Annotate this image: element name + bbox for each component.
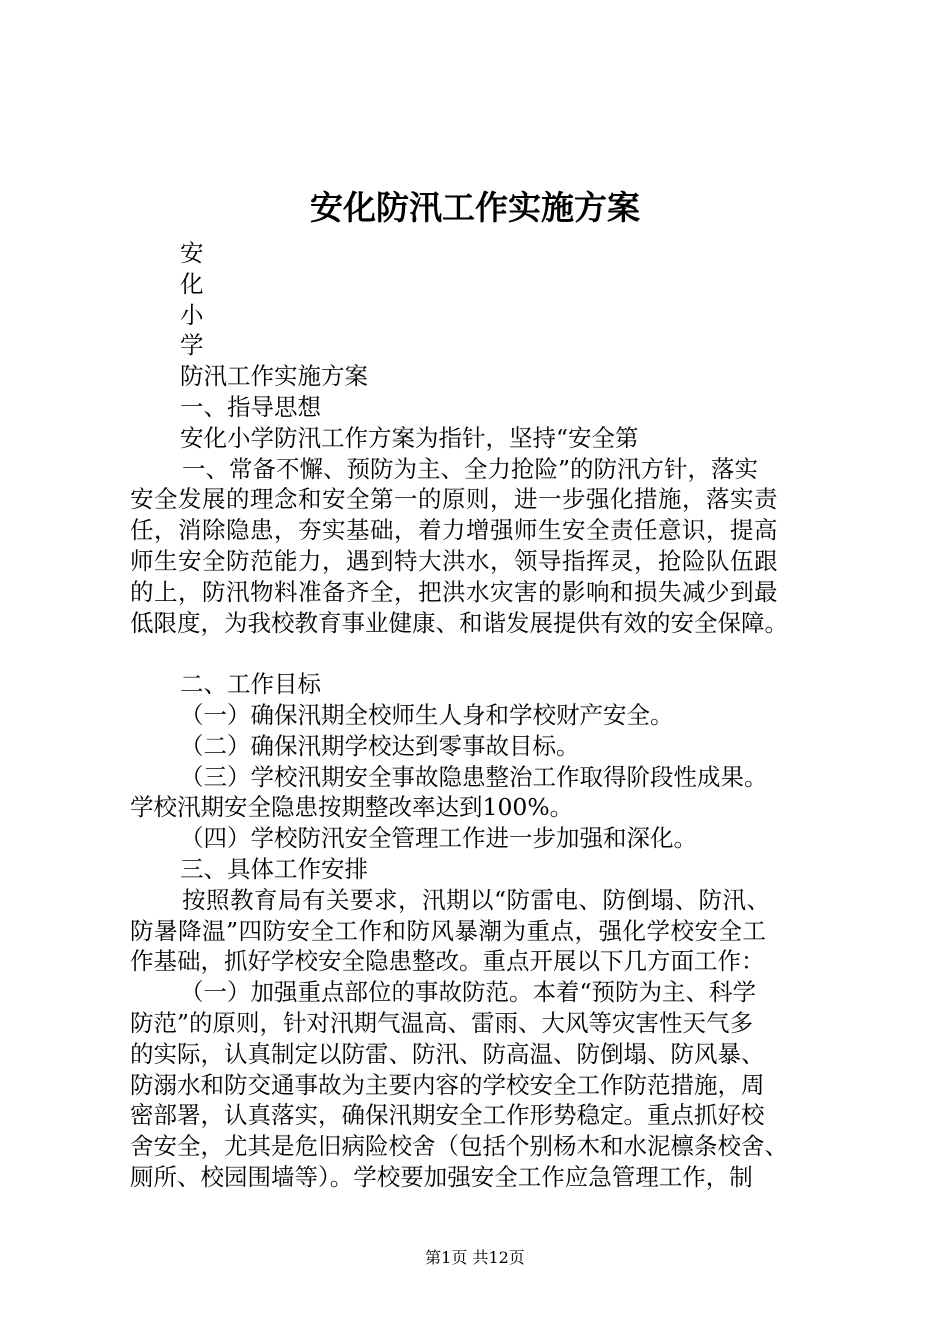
- text-line: 任，消除隐患，夯实基础，着力增强师生安全责任意识，提高: [130, 516, 778, 545]
- paragraph-gap: [130, 638, 844, 669]
- text-line: 的上，防汛物料准备齐全，把洪水灾害的影响和损失减少到最: [130, 577, 778, 606]
- section-heading: 一、指导思想: [180, 392, 321, 421]
- section-heading: 二、工作目标: [180, 670, 321, 699]
- text-line: 舍安全，尤其是危旧病险校舍（包括个别杨木和水泥檩条校舍、: [130, 1132, 788, 1161]
- text-line: 学校汛期安全隐患按期整改率达到100%。: [130, 793, 574, 822]
- text-line: 防溺水和防交通事故为主要内容的学校安全工作防范措施，周: [130, 1070, 765, 1099]
- text-line: 低限度，为我校教育事业健康、和谐发展提供有效的安全保障。: [130, 608, 788, 637]
- text-line: 安: [180, 239, 204, 267]
- text-line: 师生安全防范能力，遇到特大洪水，领导指挥灵，抢险队伍跟: [130, 546, 778, 575]
- text-line: 按照教育局有关要求，汛期以“防雷电、防倒塌、防汛、: [182, 885, 771, 914]
- text-line: 密部署，认真落实，确保汛期安全工作形势稳定。重点抓好校: [130, 1101, 765, 1130]
- document-title: 安化防汛工作实施方案: [310, 188, 640, 227]
- text-line: 防范”的原则，针对汛期气温高、雷雨、大风等灾害性天气多: [130, 1008, 754, 1037]
- text-line: 学: [180, 331, 204, 360]
- document-body: [130, 238, 844, 1193]
- text-line: （四）学校防汛安全管理工作进一步加强和深化。: [180, 824, 697, 853]
- text-line: 的实际，认真制定以防雷、防汛、防高温、防倒塌、防风暴、: [130, 1039, 765, 1068]
- text-line: 作基础，抓好学校安全隐患整改。重点开展以下几方面工作：: [130, 947, 765, 976]
- text-line: 防汛工作实施方案: [180, 362, 368, 391]
- section-heading: 三、具体工作安排: [180, 854, 368, 883]
- text-line: 安全发展的理念和安全第一的原则，进一步强化措施，落实责: [130, 485, 778, 514]
- text-line: 化: [180, 269, 204, 298]
- text-line: 小: [180, 300, 204, 329]
- text-line: （一）确保汛期全校师生人身和学校财产安全。: [180, 700, 674, 729]
- text-line: （二）确保汛期学校达到零事故目标。: [180, 731, 580, 760]
- text-line: 安化小学防汛工作方案为指针，坚持“安全第: [180, 423, 639, 452]
- text-line: （三）学校汛期安全事故隐患整治工作取得阶段性成果。: [180, 762, 768, 791]
- page-footer: 第1页 共12页: [425, 1248, 525, 1267]
- text-line: 一、常备不懈、预防为主、全力抢险”的防汛方针，落实: [182, 454, 759, 483]
- text-line: （一）加强重点部位的事故防范。本着“预防为主、科学: [180, 978, 757, 1007]
- text-line: 厕所、校园围墙等）。学校要加强安全工作应急管理工作，制: [130, 1162, 753, 1191]
- text-line: 防暑降温”四防安全工作和防风暴潮为重点，强化学校安全工: [130, 916, 767, 945]
